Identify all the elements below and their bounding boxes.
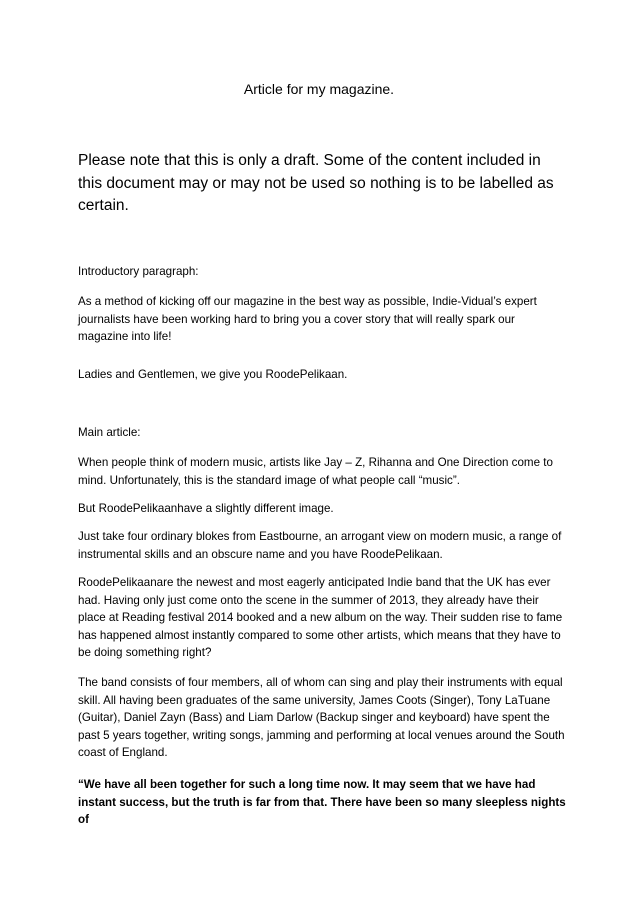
intro-tagline: Ladies and Gentlemen, we give you RoodePelikaan.	[78, 368, 348, 381]
intro-heading: Introductory paragraph:	[78, 265, 199, 278]
main-article-paragraph: When people think of modern music, artists like Jay – Z, Rihanna and One Direction come to mind. Unfortunately, this is the standard image of what people call “music”.	[78, 456, 553, 487]
main-article-paragraph: RoodePelikaanare the newest and most eagerly anticipated Indie band that the UK has ever had. Having only just come onto the scene in the summer of 2013, they already have their place at Reading festival 2014 booked and a new album on the way. Their sudden rise to fame has happened almost instantly compared to some other artists, which means that they have to be doing something right?	[78, 576, 563, 659]
main-article-paragraph: Just take four ordinary blokes from Eastbourne, an arrogant view on modern music, a range of instrumental skills and an obscure name and you have RoodePelikaan.	[78, 530, 562, 561]
document-title: Article for my magazine.	[243, 81, 395, 97]
main-article-paragraph: But RoodePelikaanhave a slightly different image.	[78, 502, 334, 515]
draft-disclaimer: Please note that this is only a draft. Some of the content included in this document may or may not be used so nothing is to be labelled as certain.	[78, 152, 554, 214]
main-article-heading: Main article:	[78, 426, 141, 439]
main-article-paragraph: The band consists of four members, all of whom can sing and play their instruments with equal skill. All having been graduates of the same university, James Coots (Singer), Tony LaTuane (Guitar), Daniel Zayn (Bass) and Liam Darlow (Backup singer and keyboard) have spent the past 5 years together, writing songs, jamming and performing at local venues around the South coast of England.	[78, 676, 565, 759]
band-quote: “We have all been together for such a long time now. It may seem that we have had instant success, but the truth is far from that. There have been so many sleepless nights of	[78, 778, 566, 826]
intro-paragraph: As a method of kicking off our magazine in the best way as possible, Indie-Vidual’s expert journalists have been working hard to bring you a cover story that will really spark our magazine into life!	[78, 295, 537, 343]
